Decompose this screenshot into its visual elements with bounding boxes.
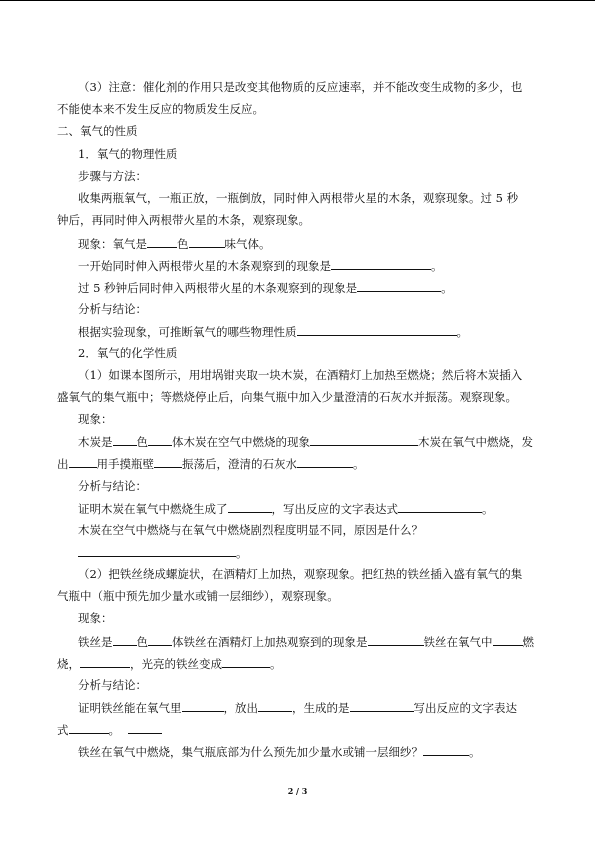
text: 根据实验现象，可推断氧气的哪些物理性质 [78,325,297,339]
blank-after-5s-phenomenon[interactable] [357,280,441,292]
text: 色 [177,237,189,251]
text: 证明铁丝能在氧气里 [78,701,182,715]
analysis-label: 分析与结论： [78,479,147,493]
text: 木炭是 [78,435,113,449]
text: 铁丝在氧气中燃烧，集气瓶底部为什么预先加少量水或铺一层细纱？ [78,745,423,759]
iron-phenomenon-line2 [57,656,282,671]
blank-limewater[interactable] [297,456,353,468]
question-initial-phenomenon [78,258,443,273]
blank-iron-burns[interactable] [182,700,224,712]
text: ，写出反应的文字表达式 [271,502,398,516]
blank-iron-becomes[interactable] [222,656,270,668]
blank-charcoal-reason[interactable] [78,545,236,557]
text: 木炭在氧气中燃烧，发 [418,435,533,449]
text: 证明木炭在氧气中燃烧生成了 [78,502,228,516]
text: 铁丝是 [78,635,113,649]
blank-iron-state[interactable] [148,634,172,646]
text: ，生成的是 [292,701,350,715]
blank-charcoal-emit[interactable] [69,456,97,468]
text: 现象：氧气是 [78,237,147,251]
text: 出 [57,457,69,471]
text: 式 [57,723,69,737]
iron-phenomenon-line1 [78,634,534,649]
text: 过 5 秒钟后同时伸入两根带火星的木条观察到的现象是 [78,281,358,295]
blank-iron-extra[interactable] [128,722,162,734]
text: 。 [469,745,481,759]
charcoal-phenomenon-line1 [78,434,533,449]
text: 。 [431,259,443,273]
blank-iron-heated[interactable] [368,634,424,646]
charcoal-answer-line [78,545,248,560]
text: 。 [456,325,468,339]
blank-iron-product[interactable] [350,700,414,712]
iron-procedure-line2: 气瓶中（瓶中预先加少量水或铺一层细纱），观察现象。 [57,589,339,603]
text: 燃 [522,635,534,649]
analysis-label: 分析与结论： [78,678,147,692]
phenomenon-label: 现象： [78,611,113,625]
charcoal-procedure-line2: 盛氧气的集气瓶中；等燃烧停止后，向集气瓶中加入少量澄清的石灰水并振荡。观察现象。 [57,390,517,404]
text: 体木炭在空气中燃烧的现象 [172,435,310,449]
blank-iron-color[interactable] [113,634,137,646]
blank-iron-sparks[interactable] [80,656,130,668]
charcoal-conclusion [78,501,494,516]
text: 。 [482,502,494,516]
text: 。 [236,546,248,560]
section-heading-oxygen-properties: 二、氧气的性质 [57,124,138,138]
text: 。 [108,723,120,737]
subheading-chemical-properties: 2．氧气的化学性质 [78,346,178,360]
blank-charcoal-product[interactable] [228,501,272,513]
phenomenon-color-odor [78,236,271,251]
charcoal-question: 木炭在空气中燃烧与在氧气中燃烧剧烈程度明显不同，原因是什么？ [78,523,423,537]
text: 体铁丝在酒精灯上加热观察到的现象是 [172,635,368,649]
iron-conclusion-line1 [78,700,517,715]
blank-charcoal-state[interactable] [148,434,172,446]
note-catalyst-line1: （3）注意：催化剂的作用只是改变其他物质的反应速率，并不能改变生成物的多少，也 [78,80,523,94]
text: 写出反应的文字表达 [413,701,517,715]
page-number: 2 / 3 [287,786,308,796]
question-physical-properties [78,324,468,339]
blank-iron-reason[interactable] [423,744,469,756]
blank-physical-properties[interactable] [297,324,457,336]
blank-charcoal-equation[interactable] [398,501,482,513]
analysis-label: 分析与结论： [78,302,147,316]
text: 用手摸瓶壁 [96,457,154,471]
charcoal-procedure-line1: （1）如课本图所示，用坩埚钳夹取一块木炭，在酒精灯上加热至燃烧；然后将木炭插入 [78,368,523,382]
text: 铁丝在氧气中 [423,635,493,649]
text: ，光亮的铁丝变成 [130,657,222,671]
procedure-line1: 收集两瓶氧气，一瓶正放，一瓶倒放，同时伸入两根带火星的木条，观察现象。过 5 秒 [78,191,519,205]
text: 。 [353,457,365,471]
blank-iron-equation[interactable] [69,722,109,734]
blank-initial-phenomenon[interactable] [331,258,431,270]
iron-procedure-line1: （2）把铁丝绕成螺旋状，在酒精灯上加热，观察现象。把红热的铁丝插入盛有氧气的集 [78,567,523,581]
text: 烧， [57,657,80,671]
text: 味气体。 [224,237,271,251]
text: 。 [270,657,282,671]
text: 一开始同时伸入两根带火星的木条观察到的现象是 [78,259,331,273]
blank-charcoal-air[interactable] [310,434,418,446]
blank-odor[interactable] [189,236,225,248]
text: 。 [441,281,453,295]
steps-label: 步骤与方法： [78,169,147,183]
blank-bottle-wall[interactable] [154,456,182,468]
note-catalyst-line2: 不能使本来不发生反应的物质发生反应。 [57,102,264,116]
subheading-physical-properties: 1．氧气的物理性质 [78,147,178,161]
question-after-5s-phenomenon [78,280,453,295]
blank-color[interactable] [147,236,177,248]
text: 振荡后，澄清的石灰水 [182,457,297,471]
phenomenon-label: 现象： [78,412,113,426]
text: 色 [136,635,148,649]
text: ，放出 [223,701,258,715]
charcoal-phenomenon-line2 [57,456,365,471]
blank-iron-releases[interactable] [258,700,292,712]
text: 色 [136,435,148,449]
procedure-line2: 钟后，再同时伸入两根带火星的木条，观察现象。 [57,213,310,227]
iron-conclusion-line2 [57,722,162,737]
iron-question [78,744,481,759]
blank-iron-burn[interactable] [493,634,523,646]
blank-charcoal-color[interactable] [113,434,137,446]
